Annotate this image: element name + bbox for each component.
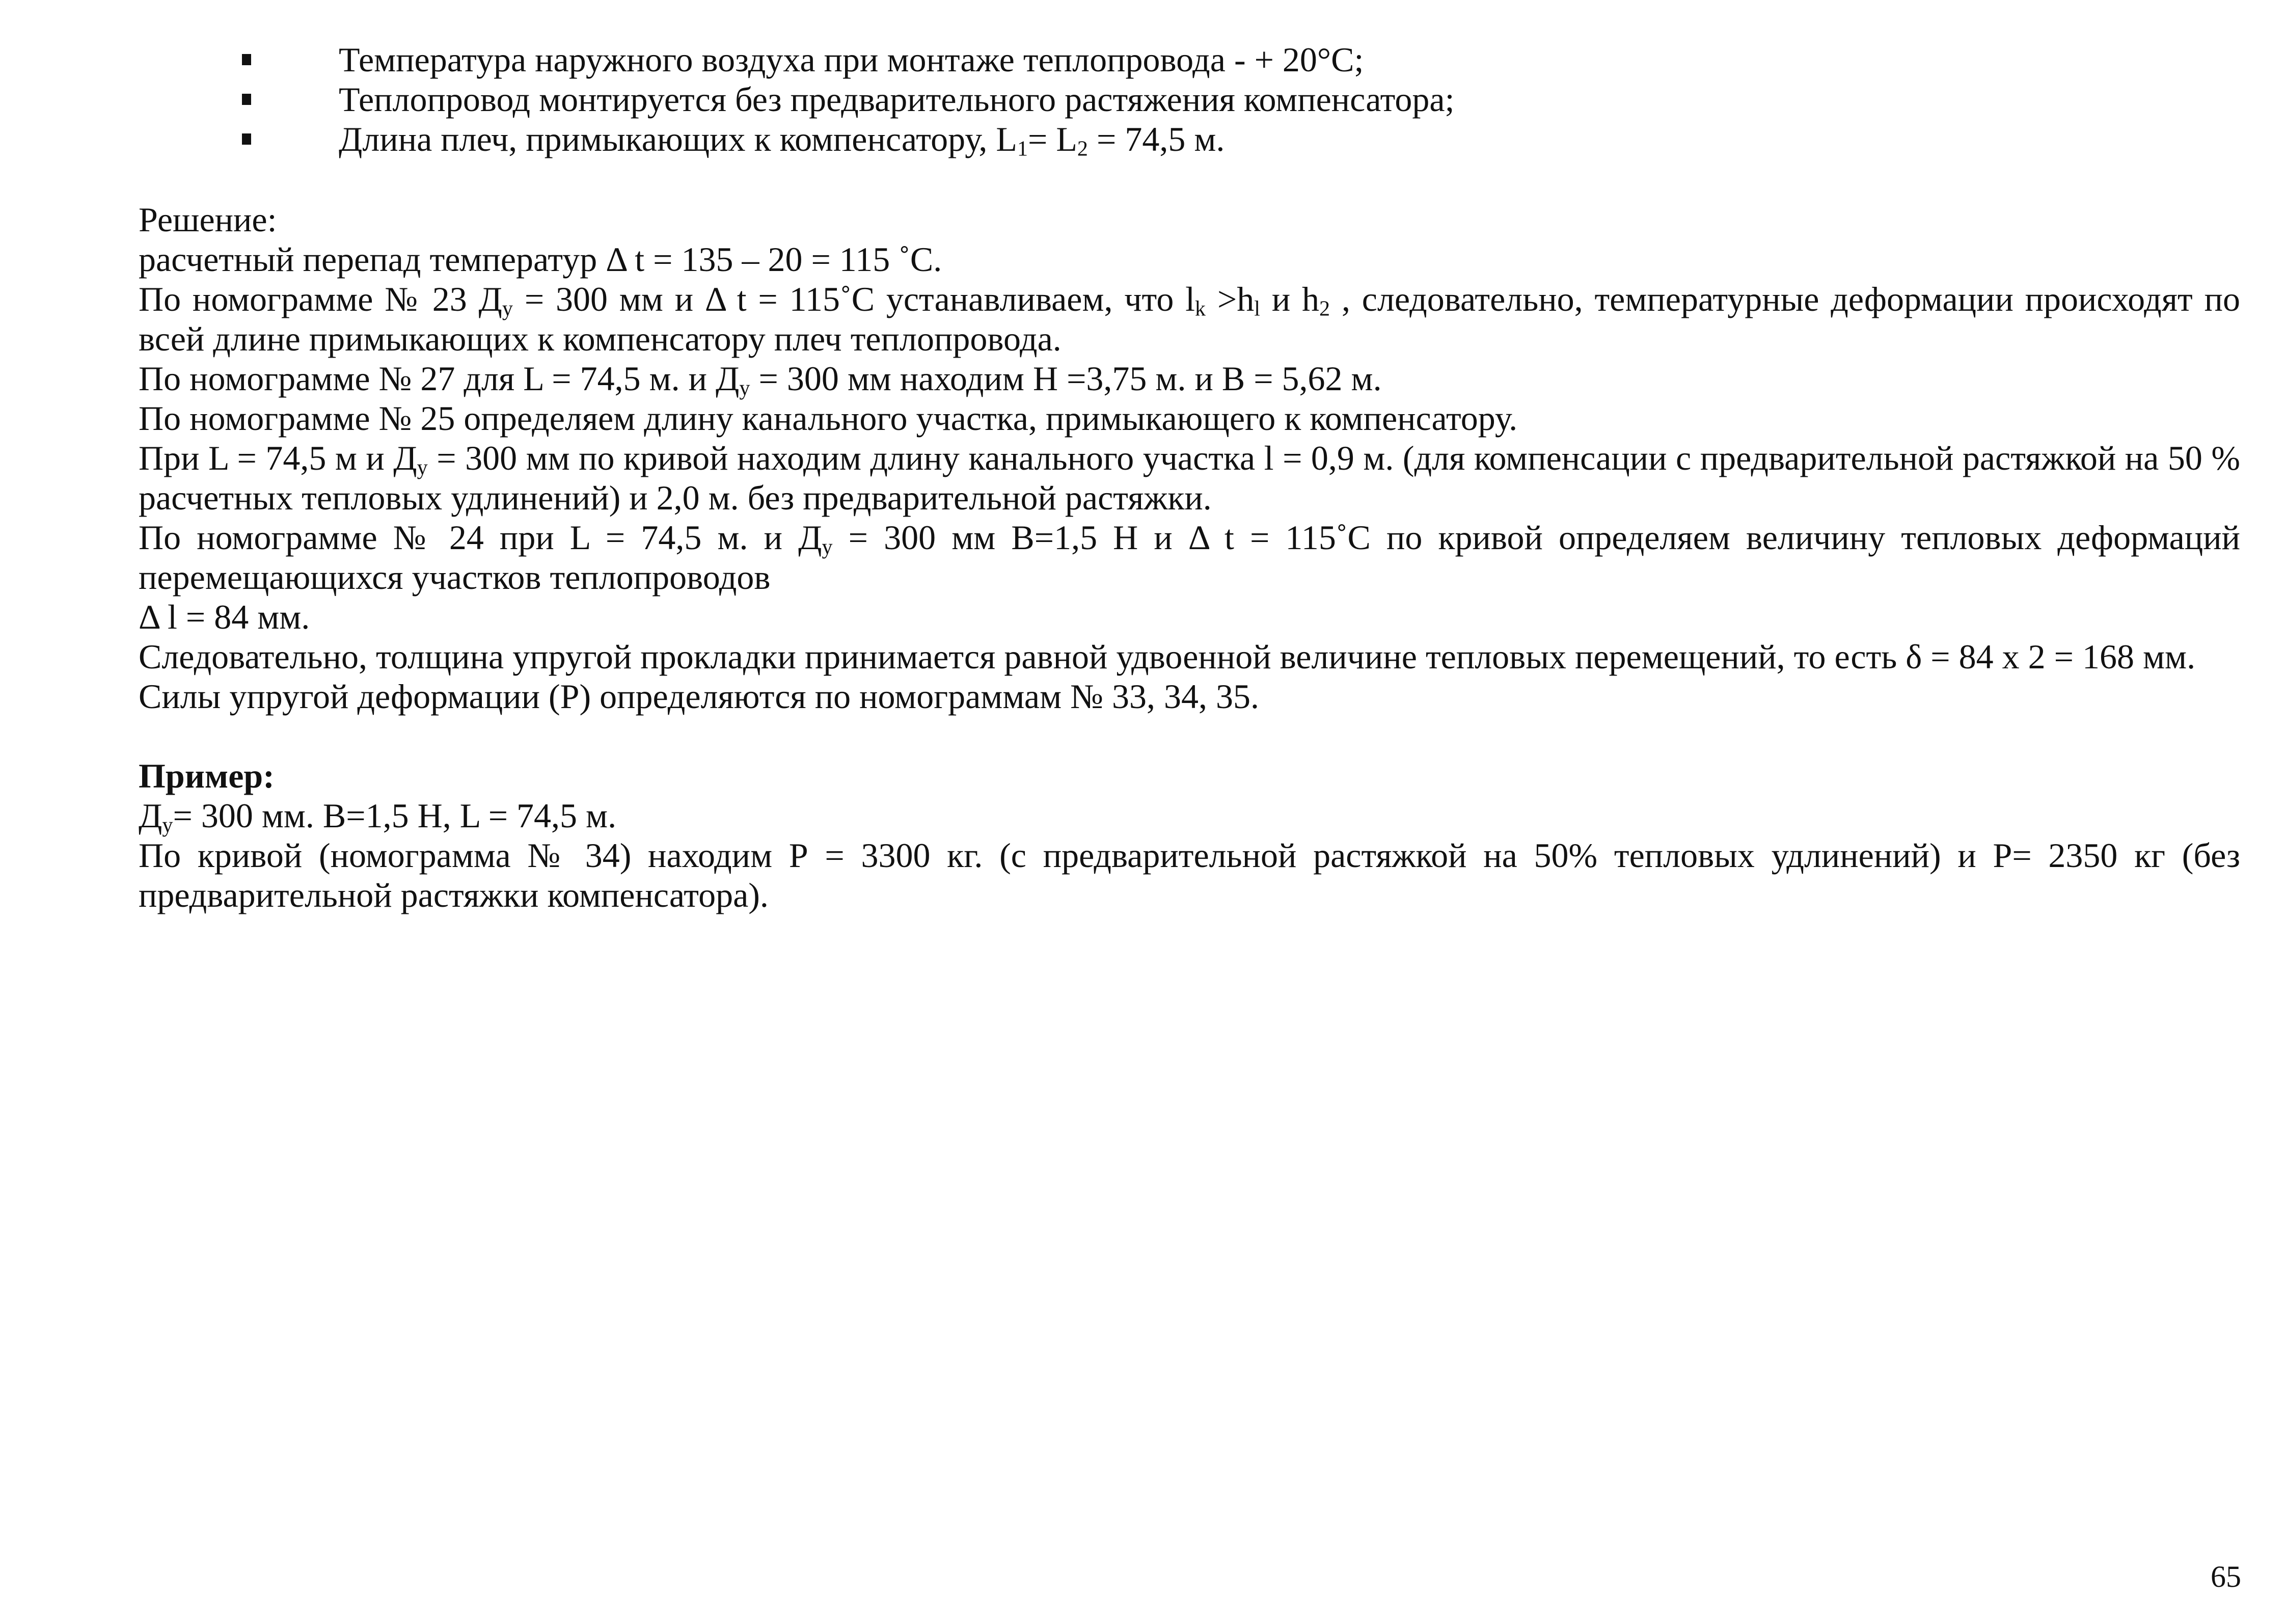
gasket-thickness-paragraph: Следовательно, толщина упругой прокладки принимается равной удвоенной величине тепловых перемещений, то есть δ = 84 х 2 = 168 мм. — [139, 637, 2196, 676]
solution-section — [139, 200, 2240, 915]
example-heading: Пример: — [139, 756, 275, 795]
list-item-text: Длина плеч, примыкающих к компенсатору, $L_1= L_2 = 74,5$ м. — [339, 120, 1225, 161]
section-spacer — [139, 716, 2240, 756]
nomogram-23-paragraph: По номограмме № 23 $Д_у = 300$ мм и Δ t = 115˚С устанавливаем, что $l_k >h_l$ и $h_2$ , следовательно, температурные деформации происходят по всей длине примыкающих к компенсатору плеч теплопровода. — [139, 280, 2240, 358]
delta-l-line: Δ l = 84 мм. — [139, 598, 310, 636]
nomogram-24-paragraph: По номограмме № 24 при L = 74,5 м. и $Д_у = 300$ мм В=1,5 Н и Δ t = 115˚С по кривой определяем величину тепловых деформаций перемещающихся участков теплопроводов — [139, 518, 2240, 597]
list-item — [232, 40, 2167, 79]
channel-length-paragraph: При L = 74,5 м и $Д_у = 300$ мм по кривой находим длину канального участка l = 0,9 м. (для компенсации с предварительной растяжкой на 50 % расчетных тепловых удлинений) и 2,0 м. без предварительной растяжки. — [139, 439, 2241, 517]
example-parameters-line: $Д_у= 300$ мм. В=1,5 Н, L = 74,5 м. — [139, 796, 617, 837]
page-number: 65 — [2211, 1560, 2241, 1593]
temperature-difference-line: расчетный перепад температур Δ t = 135 – 20 = 115 ˚С. — [139, 240, 942, 279]
list-item — [232, 79, 2167, 119]
example-result-paragraph: По кривой (номограмма № 34) находим Р = 3300 кг. (с предварительной растяжкой на 50% тепловых удлинений) и Р= 2350 кг (без предварительной растяжки компенсатора). — [139, 836, 2240, 914]
solution-heading: Решение: — [139, 200, 277, 239]
list-item — [232, 119, 2167, 159]
nomogram-27-line: По номограмме № 27 для L = 74,5 м. и $Д_у = 300$ мм находим Н =3,75 м. и В = 5,62 м. — [139, 359, 1382, 400]
nomogram-25-line: По номограмме № 25 определяем длину канального участка, примыкающего к компенсатору. — [139, 399, 1518, 438]
square-bullet-icon — [242, 54, 251, 65]
square-bullet-icon — [242, 133, 251, 145]
list-item-text: Теплопровод монтируется без предварительного растяжения компенсатора; — [339, 80, 1455, 119]
elastic-forces-line: Силы упругой деформации (Р) определяются по номограммам № 33, 34, 35. — [139, 677, 1259, 716]
square-bullet-icon — [242, 94, 251, 105]
list-item-text: Температура наружного воздуха при монтаже теплопровода - + 20°С; — [339, 40, 1364, 79]
conditions-list — [232, 40, 2167, 159]
